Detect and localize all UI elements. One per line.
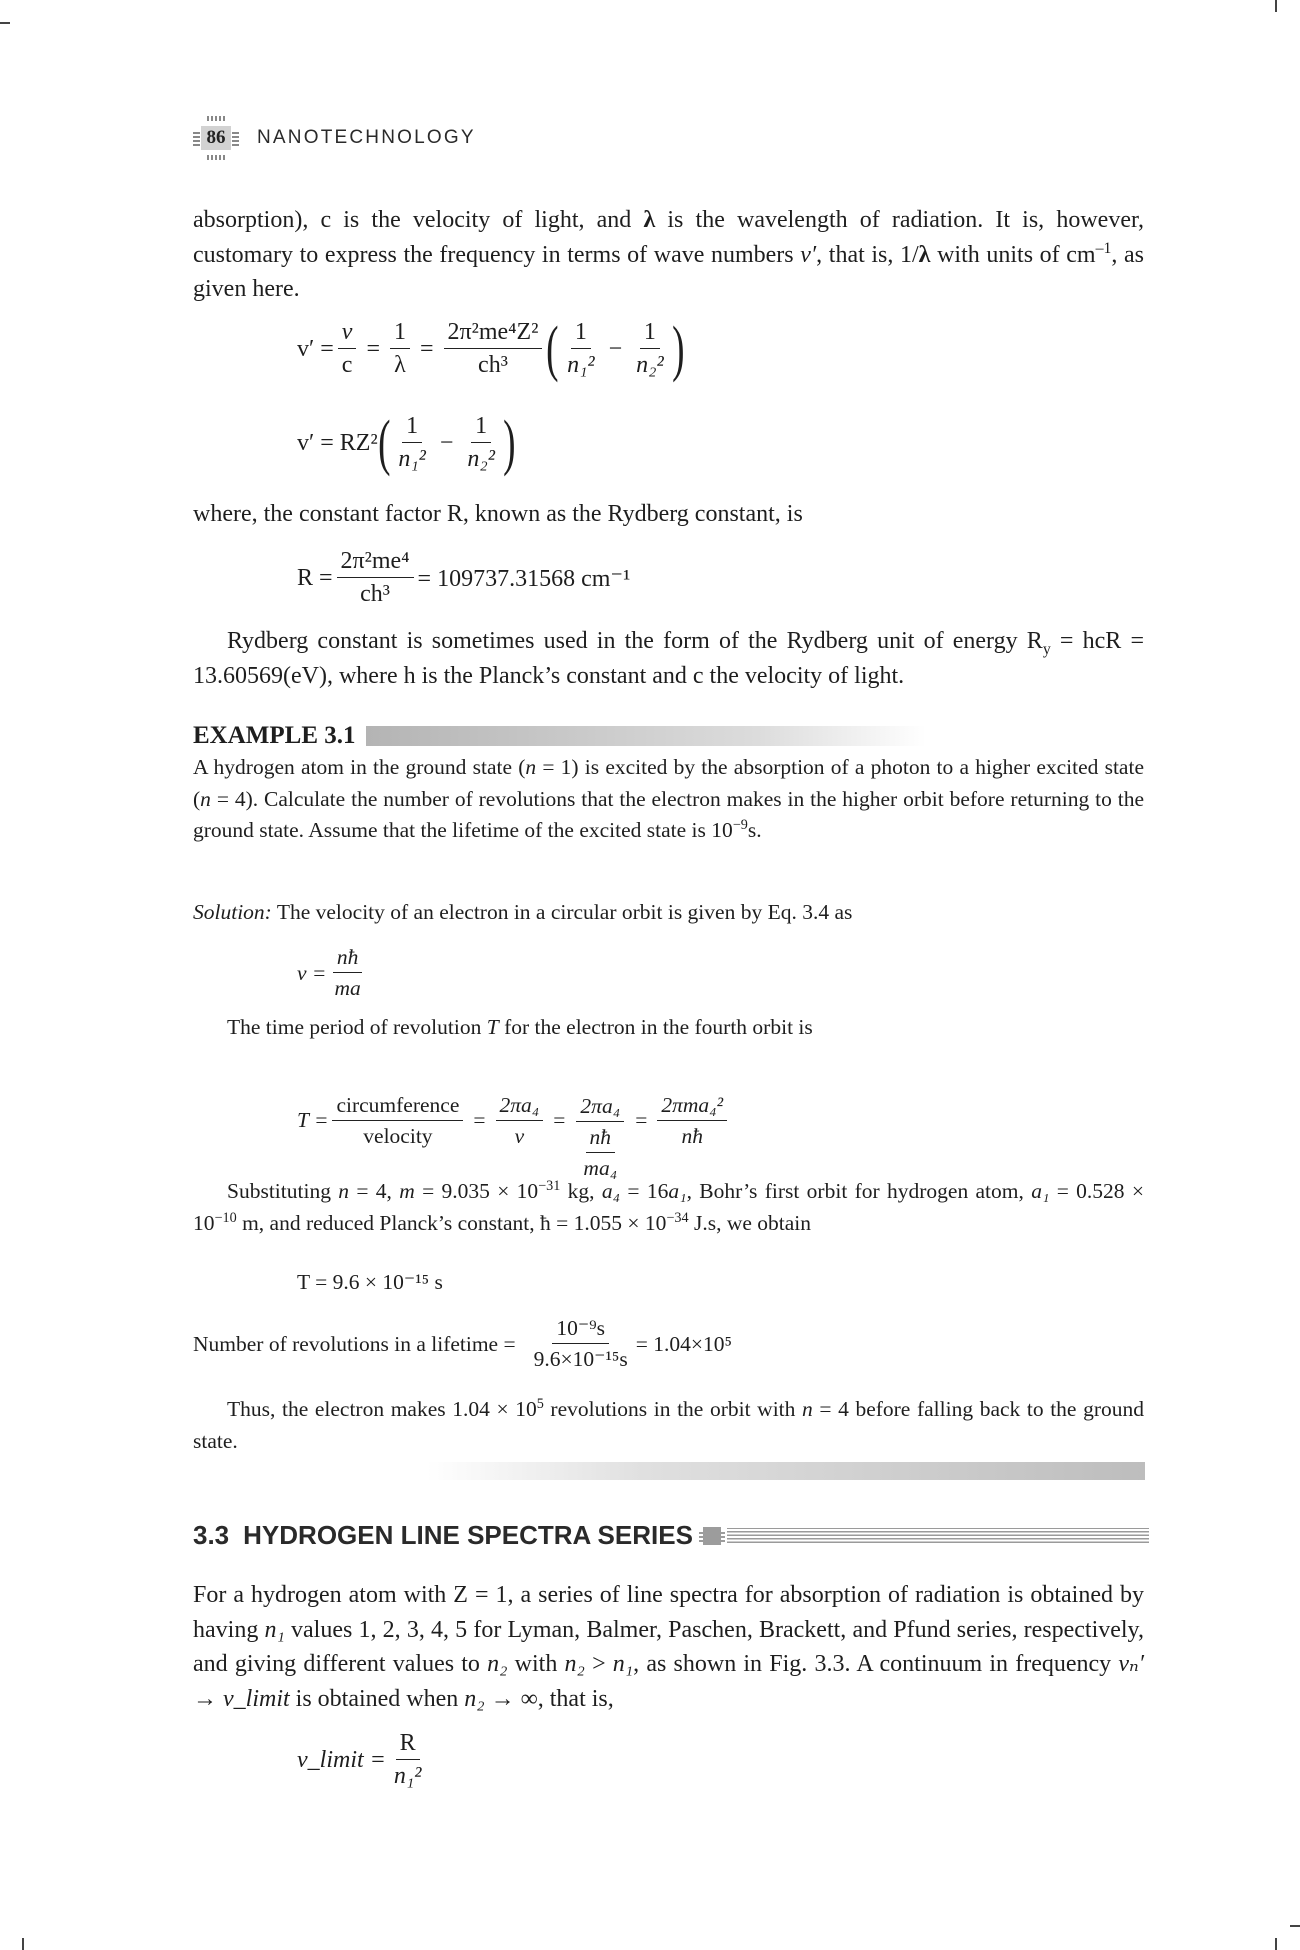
example-end-bar <box>427 1462 1145 1480</box>
intro-paragraph: absorption), c is the velocity of light, and λ is the wavelength of radiation. It is, however, customary to express the frequency in terms of wave numbers v′, that is, 1/λ with units of $cm^{-1}$, as given here. <box>193 207 1145 303</box>
crop-mark <box>1275 1938 1277 1950</box>
section-heading <box>193 1520 1149 1551</box>
example-problem: A hydrogen atom in the ground state (n = 1) is excited by the absorption of a photon to a higher excited state (n = 4). Calculate the number of revolutions that the electron makes in the higher orbit before returning to the ground state. Assume that the lifetime of the excited state is $10^{-9}s$. <box>193 755 1144 843</box>
lambda-symbol: λ <box>643 207 656 233</box>
period-result: T = 9.6 × 10⁻¹⁵ s <box>297 1270 443 1294</box>
where-paragraph: where, the constant factor R, known as the Rydberg constant, is <box>193 501 803 527</box>
chip-icon <box>193 122 239 154</box>
rydberg-wavenumber-equation: v′ = RZ² ( $\frac{1}{\text{n₁²}}$ − $\frac{1}{\text{n₂²}}$ ) <box>297 409 516 477</box>
section-paragraph: For a hydrogen atom with Z = 1, a series of line spectra for absorption of radiation is obtained by having n₁ values 1, 2, 3, 4, 5 for Lyman, Balmer, Paschen, Brackett, and Pfund series, respectively, and giving different values to n₂ with n₂ > n₁, as shown in Fig. 3.3. A continuum in frequency vₙ′ → v_limit is obtained when n₂ → ∞, that is, <box>193 1582 1145 1712</box>
example-heading: EXAMPLE 3.1 <box>193 722 926 750</box>
crop-mark <box>1290 1925 1300 1927</box>
solution-intro: Solution: The velocity of an electron in a circular orbit is given by Eq. 3.4 as <box>193 900 853 924</box>
crop-mark <box>1275 0 1277 12</box>
limit-equation: v_limit = $\frac{R}{\text{n₁²}}$ <box>297 1730 422 1789</box>
period-text: The time period of revolution T for the electron in the fourth orbit is <box>227 1015 813 1039</box>
crop-mark <box>0 22 10 24</box>
page-header <box>193 118 476 158</box>
section-number: 3.3 <box>193 1520 230 1550</box>
revolutions-equation: Number of revolutions in a lifetime = $\frac{\text{10⁻⁹s}}{\text{9.6×10⁻¹⁵s}}$ = 1.04×10⁵ <box>193 1316 733 1371</box>
section-title: HYDROGEN LINE SPECTRA SERIES <box>243 1520 693 1550</box>
velocity-equation: v = $\frac{nħ}{ma}$ <box>297 945 361 1000</box>
example-bar <box>366 726 926 746</box>
rydberg-energy-paragraph: Rydberg constant is sometimes used in the form of the Rydberg unit of energy $R_y$ = hcR = 13.60569(eV), where h is the Planck’s constant and c the velocity of light. <box>193 628 1144 689</box>
running-title: NANOTECHNOLOGY <box>257 127 476 148</box>
heading-rule <box>727 1528 1149 1543</box>
conclusion-paragraph: Thus, the electron makes $1.04 \times 10^5$ revolutions in the orbit with n = 4 before falling back to the ground state. <box>193 1395 1144 1453</box>
rydberg-constant-equation: R = $\frac{\text{2π²me⁴}}{\text{ch³}}$ = 109737.31568 cm⁻¹ <box>297 548 631 607</box>
page-number: 86 <box>201 126 231 150</box>
period-equation: T = $\frac{\text{circumference}}{\text{velocity}}$ = $\frac{\text{2πa₄}}{v}$ = $\frac{\text{2πa₄}}{\frac{nħ}{\text{ma₄}}}$ = $\frac{\text{2πma₄²}}{nħ}$ <box>297 1060 731 1181</box>
chip-icon <box>703 1527 721 1545</box>
crop-mark <box>22 1938 24 1950</box>
substitution-paragraph: Substituting n = 4, $m = 9.035 \times 10^{-31}$ kg, a₄ = 16a₁, Bohr’s first orbit for hydrogen atom, $a_1 = 0.528 \times 10^{-10}$ m, and reduced Planck’s constant, ħ = $1.055 \times 10^{-34}$ J.s, we obtain <box>193 1177 1144 1235</box>
wavenumber-equation: v′ = $\frac{v}{c}$ = $\frac{1}{\lambda}$ = $\frac{\text{2π²me⁴Z²}}{\text{ch³}}$ ( $\frac{1}{\text{n₁²}}$ − $\frac{1}{\text{n₂²}}$ ) <box>297 315 685 383</box>
